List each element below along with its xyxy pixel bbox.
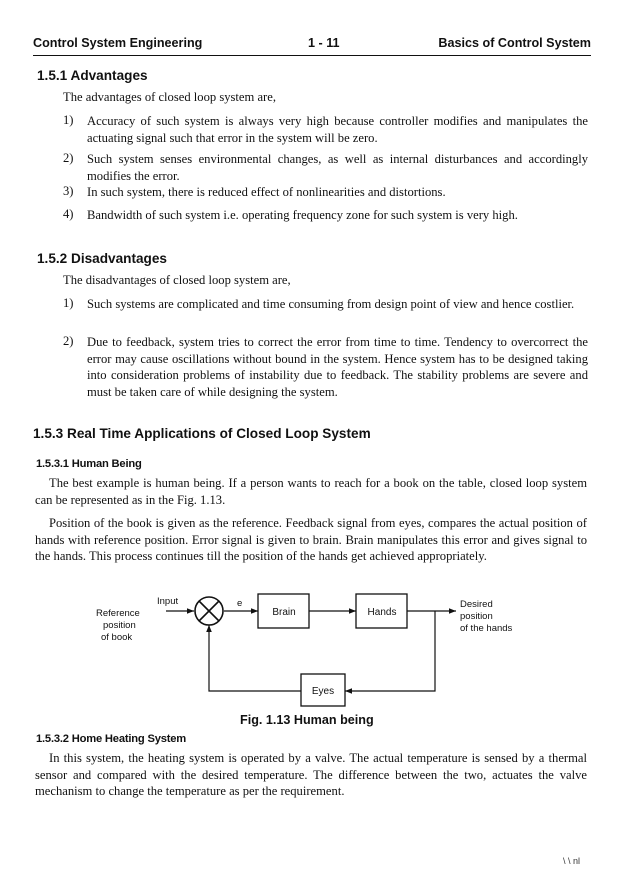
list-text: Bandwidth of such system i.e. operating frequency zone for such system is very high. — [87, 208, 518, 222]
section-heading-applications: 1.5.3 Real Time Applications of Closed Loop System — [33, 426, 371, 441]
section-heading-advantages: 1.5.1 Advantages — [37, 68, 148, 83]
output-label-line-2: position — [460, 611, 493, 622]
eyes-label: Eyes — [311, 686, 335, 697]
reference-label-line-1: Reference — [96, 608, 140, 619]
hands-label: Hands — [367, 607, 397, 618]
brain-label: Brain — [272, 607, 296, 618]
list-number: 1) — [63, 296, 74, 310]
summing-junction — [195, 597, 223, 625]
list-text: Due to feedback, system tries to correct the error from time to time. Tendency to overcorrect the error may cause oscillations without bound in the system. Hence system has to be designed taking into consideration problems of instability due to feedback. The stability problems are severe and must be taken care of while designing the system. — [87, 335, 588, 399]
list-text: Such system senses environmental changes, as well as internal disturbances and accordingly modifies the error. — [87, 152, 588, 183]
advantages-intro: The advantages of closed loop system are, — [63, 90, 276, 104]
reference-label-line-2: position — [103, 620, 136, 631]
list-number: 2) — [63, 151, 74, 165]
output-label-line-3: of the hands — [460, 623, 513, 634]
human-being-paragraph-2: Position of the book is given as the reference. Feedback signal from eyes, compares the actual position of hands with reference position. Error signal is given to brain. Brain manipulates this error and gives signal to the hands. This process continues till the position of the hands get achieved appropriately. — [35, 516, 587, 563]
human-being-paragraph-1: The best example is human being. If a person wants to reach for a book on the table, closed loop system can be represented as in the Fig. 1.13. — [35, 476, 587, 507]
header-chapter-title: Basics of Control System — [438, 36, 591, 50]
list-text: Accuracy of such system is always very high because controller modifies and manipulates the actuating signal such that error in the system will be zero. — [87, 114, 588, 145]
home-heating-paragraph: In this system, the heating system is operated by a valve. The actual temperature is sensed by a thermal sensor and compared with the desired temperature. The difference between the two, actuates the valve mechanism to change the temperature as per the requirement. — [35, 751, 587, 798]
subsection-heading-human-being: 1.5.3.1 Human Being — [36, 458, 142, 470]
subsection-heading-home-heating: 1.5.3.2 Home Heating System — [36, 733, 187, 745]
input-label: Input — [157, 596, 179, 607]
header-page-number: 1 - 11 — [308, 36, 340, 50]
disadvantages-intro: The disadvantages of closed loop system are, — [63, 273, 291, 287]
list-text: In such system, there is reduced effect of nonlinearities and distortions. — [87, 185, 446, 199]
list-number: 2) — [63, 334, 74, 348]
section-heading-disadvantages: 1.5.2 Disadvantages — [37, 251, 167, 266]
feedback-path-to-junction — [209, 625, 301, 691]
list-number: 4) — [63, 207, 74, 221]
header-book-title: Control System Engineering — [33, 36, 203, 50]
reference-label-line-3: of book — [101, 632, 133, 643]
figure-caption: Fig. 1.13 Human being — [240, 713, 374, 727]
page-footer-mark: \ \ nl — [563, 856, 581, 866]
feedback-path-to-eyes — [345, 611, 435, 691]
output-label-line-1: Desired — [460, 599, 493, 610]
list-number: 3) — [63, 184, 74, 198]
list-text: Such systems are complicated and time consuming from design point of view and hence costlier. — [87, 297, 575, 311]
error-label: e — [237, 598, 243, 609]
list-number: 1) — [63, 113, 74, 127]
